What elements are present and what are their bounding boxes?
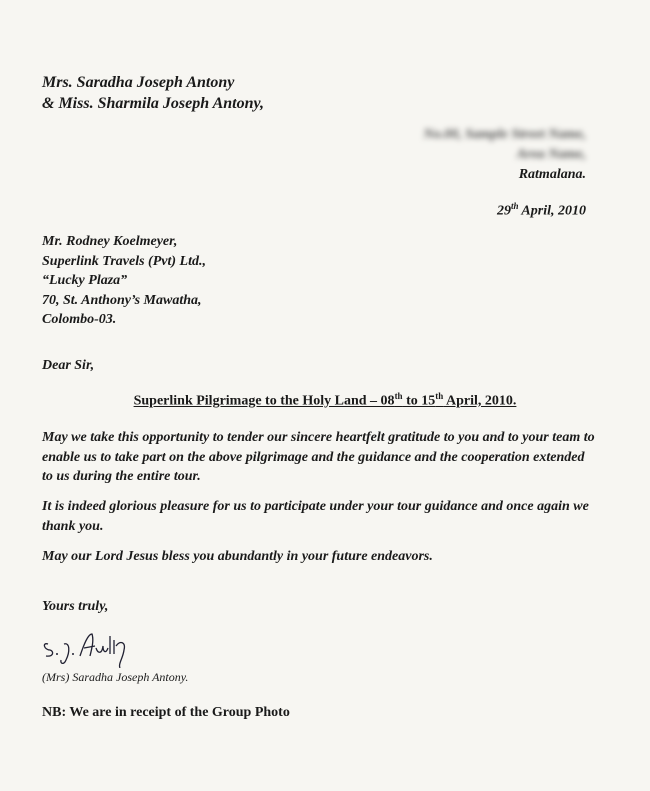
- recipient-line: 70, St. Anthony’s Mawatha,: [42, 292, 202, 308]
- subject-sup-2: th: [435, 391, 444, 401]
- salutation: Dear Sir,: [42, 358, 95, 373]
- sender-line-1: Mrs. Saradha Joseph Antony: [42, 74, 235, 91]
- body-paragraph-3: May our Lord Jesus bless you abundantly in your future endeavors.: [42, 549, 433, 564]
- sender-block: [42, 72, 264, 114]
- sender-line-2: & Miss. Sharmila Joseph Antony,: [42, 95, 264, 112]
- recipient-block: [42, 232, 206, 330]
- closing: Yours truly,: [42, 599, 109, 614]
- recipient-line: “Lucky Plaza”: [42, 273, 128, 288]
- date-day: 29: [496, 203, 511, 219]
- subject-part-1: Superlink Pilgrimage to the Holy Land – 08: [133, 393, 395, 409]
- recipient-line: Superlink Travels (Pvt) Ltd.,: [42, 253, 206, 269]
- sender-address: [423, 125, 586, 185]
- date-rest: April, 2010: [518, 203, 586, 219]
- recipient-line: Mr. Rodney Koelmeyer,: [42, 234, 178, 249]
- address-city: Ratmalana.: [518, 167, 586, 182]
- subject-part-3: April, 2010.: [443, 393, 517, 409]
- letter-date: [497, 201, 586, 220]
- handwritten-signature: [40, 630, 150, 668]
- body-paragraph-1: May we take this opportunity to tender our sincere heartfelt gratitude to you and to your team to enable us to take part on the above pilgrimage and the guidance and the cooperation extended to us during the entire tour.: [42, 430, 595, 484]
- date-suffix: th: [510, 201, 519, 211]
- body-paragraph-2: It is indeed glorious pleasure for us to participate under your tour guidance and once again we thank you.: [42, 499, 589, 534]
- subject-sup-1: th: [394, 391, 403, 401]
- nb-note: NB: We are in receipt of the Group Photo: [42, 705, 290, 720]
- subject-part-2: to 15: [402, 393, 436, 409]
- address-line-2-obscured: Area Name,: [516, 147, 586, 162]
- subject-line: [0, 391, 650, 410]
- signatory-name: (Mrs) Saradha Joseph Antony.: [42, 670, 189, 684]
- recipient-line: Colombo-03.: [42, 312, 117, 327]
- address-line-1-obscured: No.00, Sample Street Name,: [423, 127, 586, 142]
